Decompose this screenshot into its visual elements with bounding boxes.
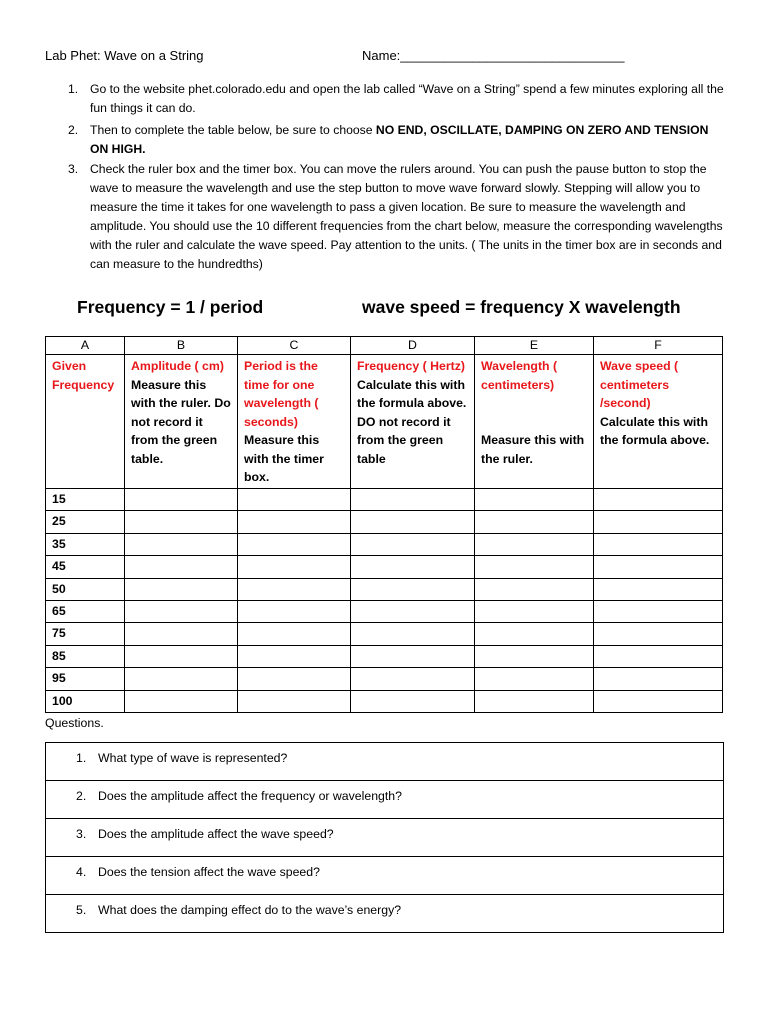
answer-cell[interactable] bbox=[238, 623, 351, 645]
table-row bbox=[46, 533, 723, 555]
given-frequency-cell: 25 bbox=[46, 511, 125, 533]
question-text: Does the tension affect the wave speed? bbox=[98, 865, 320, 879]
question-number: 4. bbox=[76, 865, 87, 879]
answer-cell[interactable] bbox=[594, 645, 723, 667]
given-frequency-cell: 95 bbox=[46, 668, 125, 690]
answer-cell[interactable] bbox=[125, 600, 238, 622]
questions-label: Questions. bbox=[45, 716, 104, 730]
answer-cell[interactable] bbox=[594, 556, 723, 578]
answer-cell[interactable] bbox=[125, 668, 238, 690]
answer-cell[interactable] bbox=[238, 645, 351, 667]
answer-cell[interactable] bbox=[475, 578, 594, 600]
question-cell[interactable] bbox=[46, 819, 724, 857]
given-frequency-cell: 100 bbox=[46, 690, 125, 712]
answer-cell[interactable] bbox=[351, 600, 475, 622]
answer-cell[interactable] bbox=[594, 668, 723, 690]
given-frequency-cell: 75 bbox=[46, 623, 125, 645]
answer-cell[interactable] bbox=[475, 668, 594, 690]
answer-cell[interactable] bbox=[475, 623, 594, 645]
answer-cell[interactable] bbox=[238, 578, 351, 600]
instruction-text: Check the ruler box and the timer box. You can move the rulers around. You can push the pause button to stop the wave to measure the wavelength and use the step button to move wave forward slowly. Stepping will allow you to measure the time it takes for one wavelength to pass a given location. Be sure to measure the wavelength and amplitude. You should use the 10 different frequencies from the chart below, measure the corresponding wavelengths with the ruler and calculate the wave speed. Pay attention to the units. ( The units in the timer box are in seconds and can measure to the hundredths) bbox=[90, 162, 723, 271]
answer-cell[interactable] bbox=[475, 489, 594, 511]
answer-cell[interactable] bbox=[125, 533, 238, 555]
answer-cell[interactable] bbox=[238, 690, 351, 712]
given-frequency-cell: 65 bbox=[46, 600, 125, 622]
column-letter: C bbox=[238, 337, 351, 355]
table-row bbox=[46, 668, 723, 690]
column-letter: B bbox=[125, 337, 238, 355]
answer-cell[interactable] bbox=[125, 556, 238, 578]
answer-cell[interactable] bbox=[594, 623, 723, 645]
table-row bbox=[46, 600, 723, 622]
question-text: What type of wave is represented? bbox=[98, 751, 288, 765]
answer-cell[interactable] bbox=[351, 578, 475, 600]
table-row bbox=[46, 623, 723, 645]
answer-cell[interactable] bbox=[125, 489, 238, 511]
question-cell[interactable] bbox=[46, 895, 724, 933]
answer-cell[interactable] bbox=[475, 511, 594, 533]
answer-cell[interactable] bbox=[594, 578, 723, 600]
question-number: 5. bbox=[76, 903, 87, 917]
answer-cell[interactable] bbox=[351, 645, 475, 667]
column-letter: D bbox=[351, 337, 475, 355]
question-number: 2. bbox=[76, 789, 87, 803]
name-field-label: Name:_______________________________ bbox=[362, 48, 625, 63]
answer-cell[interactable] bbox=[594, 600, 723, 622]
header-amplitude: Amplitude ( cm) Measure this with the ruler. Do not record it from the green table. bbox=[125, 355, 238, 489]
instruction-bold-text: NO END, OSCILLATE, DAMPING ON ZERO AND TENSION ON HIGH. bbox=[90, 123, 709, 156]
instruction-number: 2. bbox=[68, 123, 79, 137]
instruction-text: Then to complete the table below, be sure to choose bbox=[90, 123, 376, 137]
answer-cell[interactable] bbox=[238, 668, 351, 690]
lab-title: Lab Phet: Wave on a String bbox=[45, 48, 204, 63]
answer-cell[interactable] bbox=[475, 690, 594, 712]
table-row bbox=[46, 511, 723, 533]
answer-cell[interactable] bbox=[238, 556, 351, 578]
question-row bbox=[46, 895, 724, 933]
given-frequency-cell: 35 bbox=[46, 533, 125, 555]
answer-cell[interactable] bbox=[351, 623, 475, 645]
answer-cell[interactable] bbox=[594, 489, 723, 511]
answer-cell[interactable] bbox=[125, 511, 238, 533]
question-text: Does the amplitude affect the wave speed? bbox=[98, 827, 334, 841]
answer-cell[interactable] bbox=[125, 645, 238, 667]
question-cell[interactable] bbox=[46, 743, 724, 781]
question-text: Does the amplitude affect the frequency or wavelength? bbox=[98, 789, 402, 803]
table-row bbox=[46, 645, 723, 667]
question-text: What does the damping effect do to the wave’s energy? bbox=[98, 903, 402, 917]
answer-cell[interactable] bbox=[351, 668, 475, 690]
instruction-2 bbox=[68, 121, 728, 159]
given-frequency-cell: 15 bbox=[46, 489, 125, 511]
answer-cell[interactable] bbox=[475, 600, 594, 622]
header-frequency: Frequency ( Hertz) Calculate this with the formula above. DO not record it from the green table bbox=[351, 355, 475, 489]
answer-cell[interactable] bbox=[125, 623, 238, 645]
table-row bbox=[46, 489, 723, 511]
column-letter: E bbox=[475, 337, 594, 355]
instruction-3 bbox=[68, 160, 728, 274]
header-given-frequency: Given Frequency bbox=[46, 355, 125, 489]
answer-cell[interactable] bbox=[125, 690, 238, 712]
question-row bbox=[46, 781, 724, 819]
instruction-number: 3. bbox=[68, 162, 79, 176]
given-frequency-cell: 50 bbox=[46, 578, 125, 600]
answer-cell[interactable] bbox=[475, 533, 594, 555]
answer-cell[interactable] bbox=[351, 690, 475, 712]
answer-cell[interactable] bbox=[238, 511, 351, 533]
header-wavelength: Wavelength ( centimeters) Measure this with the ruler. bbox=[475, 355, 594, 489]
column-header-row bbox=[46, 355, 723, 489]
answer-cell[interactable] bbox=[351, 511, 475, 533]
answer-cell[interactable] bbox=[475, 556, 594, 578]
column-letter-row bbox=[46, 337, 723, 355]
table-row bbox=[46, 578, 723, 600]
question-row bbox=[46, 819, 724, 857]
header-wave-speed: Wave speed ( centimeters /second) Calculate this with the formula above. bbox=[594, 355, 723, 489]
answer-cell[interactable] bbox=[594, 690, 723, 712]
table-row bbox=[46, 690, 723, 712]
given-frequency-cell: 85 bbox=[46, 645, 125, 667]
column-letter: A bbox=[46, 337, 125, 355]
answer-cell[interactable] bbox=[351, 489, 475, 511]
answer-cell[interactable] bbox=[125, 578, 238, 600]
question-row bbox=[46, 743, 724, 781]
question-number: 1. bbox=[76, 751, 87, 765]
instruction-text: Go to the website phet.colorado.edu and open the lab called “Wave on a String” spend a few minutes exploring all the fun things it can do. bbox=[90, 82, 724, 115]
data-table bbox=[45, 336, 723, 713]
answer-cell[interactable] bbox=[594, 533, 723, 555]
table-row bbox=[46, 556, 723, 578]
questions-table bbox=[45, 742, 724, 933]
question-row bbox=[46, 857, 724, 895]
question-cell[interactable] bbox=[46, 781, 724, 819]
answer-cell[interactable] bbox=[238, 533, 351, 555]
frequency-formula: Frequency = 1 / period bbox=[77, 297, 264, 317]
answer-cell[interactable] bbox=[594, 511, 723, 533]
answer-cell[interactable] bbox=[475, 645, 594, 667]
column-letter: F bbox=[594, 337, 723, 355]
instruction-number: 1. bbox=[68, 82, 79, 96]
answer-cell[interactable] bbox=[351, 533, 475, 555]
answer-cell[interactable] bbox=[238, 600, 351, 622]
given-frequency-cell: 45 bbox=[46, 556, 125, 578]
answer-cell[interactable] bbox=[351, 556, 475, 578]
instruction-1 bbox=[68, 80, 728, 118]
question-number: 3. bbox=[76, 827, 87, 841]
header-period: Period is the time for one wavelength ( seconds) Measure this with the timer box. bbox=[238, 355, 351, 489]
question-cell[interactable] bbox=[46, 857, 724, 895]
answer-cell[interactable] bbox=[238, 489, 351, 511]
wave-speed-formula: wave speed = frequency X wavelength bbox=[362, 297, 681, 317]
